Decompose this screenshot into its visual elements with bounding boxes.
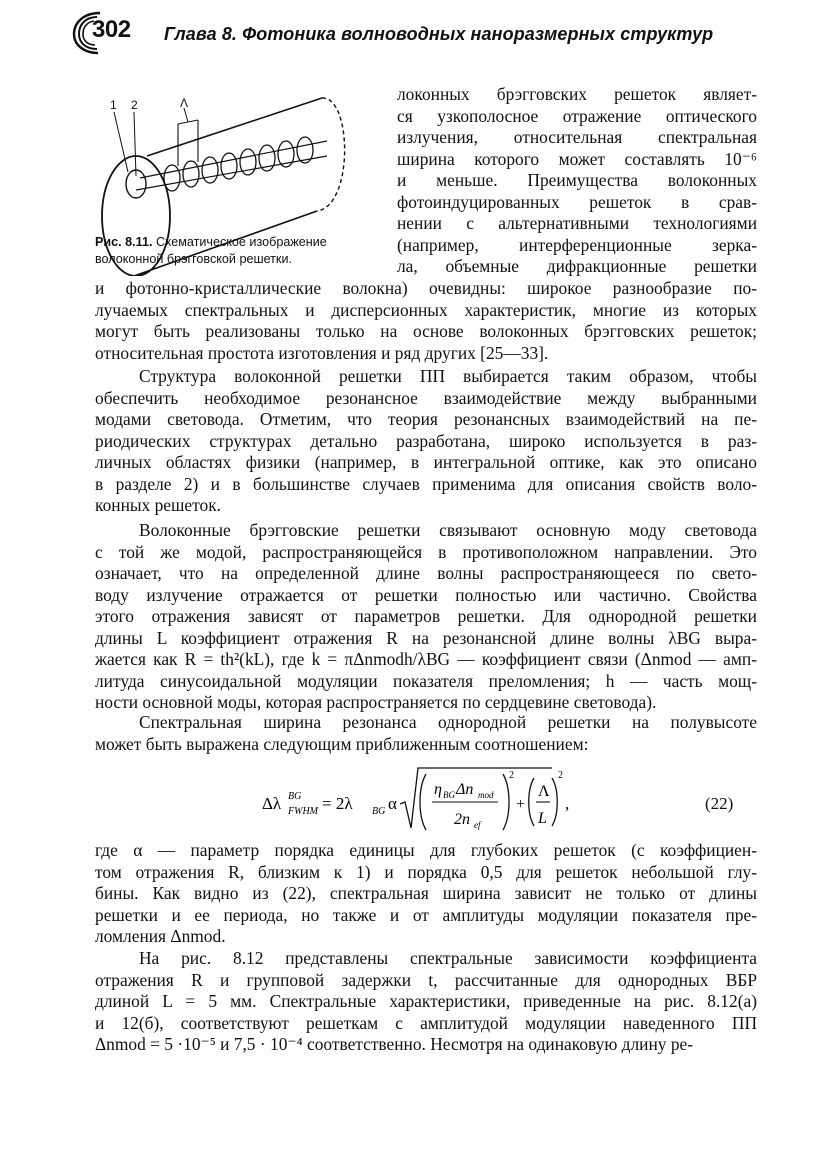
text-line: ности основной моды, которая распространяется по сердцевине световода). — [95, 692, 657, 712]
text-line: и 12(б), соответствуют решеткам с амплитудой модуляции наведенного ПП — [95, 1012, 757, 1033]
equation-number: (22) — [705, 794, 734, 813]
text-line: модами световода. Отметим, что теория резонансных взаимодействий на пе- — [95, 409, 757, 429]
formula-lhs-sup: BG — [288, 791, 302, 802]
figure-caption — [95, 234, 385, 268]
text-line: могут быть реализованы только на основе волоконных брэгговских решеток; — [95, 321, 757, 341]
formula-alpha: α — [388, 794, 397, 813]
text-line: лучаемых спектральных и дисперсионных характеристик, многие из которых — [95, 299, 757, 320]
text-line: ла, объемные дифракционные решетки — [397, 256, 757, 276]
text-line: длиной L = 5 мм. Спектральные характеристики, приведенные на рис. 8.12(а) — [95, 991, 757, 1011]
text-line: Δnmod = 5 ·10⁻⁵ и 7,5 · 10⁻⁴ соответственно. Несмотря на одинаковую длину ре- — [95, 1034, 694, 1054]
text-line: относительная простота изготовления и ряд других [25—33]. — [95, 342, 549, 363]
formula-lhs: Δλ — [262, 794, 282, 813]
paragraph-5 — [95, 840, 757, 948]
chapter-title: Глава 8. Фотоника волноводных наноразмерных структур — [164, 24, 714, 44]
paragraph-4 — [95, 712, 757, 755]
paragraph-6 — [95, 948, 757, 1056]
text-line: На рис. 8.12 представлены спектральные зависимости коэффициента — [139, 948, 757, 968]
formula-den: 2n — [454, 811, 470, 828]
text-line: может быть выражена следующим приближенным соотношением: — [95, 733, 589, 754]
text-line: том отражения R, близким к 1) и порядка 0,5 для решеток небольшой глу- — [95, 861, 757, 882]
formula-comma: , — [565, 794, 570, 813]
text-line: ся узкополосное отражение оптического — [397, 105, 757, 126]
page-header — [70, 10, 770, 58]
text-line: Волоконные брэгговские решетки связывают основную моду световода — [139, 520, 757, 540]
figure-caption-text-2: волоконной брэгговской решетки. — [95, 252, 292, 266]
formula-square-2: 2 — [558, 770, 563, 781]
text-line: где α — параметр порядка единицы для глубоких решеток (с коэффициен- — [95, 840, 757, 860]
text-line: и меньше. Преимущества волоконных — [397, 170, 757, 190]
text-line: локонных брэгговских решеток являет- — [397, 84, 757, 104]
formula-eq: = 2λ — [322, 794, 353, 813]
text-line: этого отражения зависят от параметров решетки. Для однородной решетки — [95, 606, 757, 626]
formula-num: η — [434, 781, 442, 798]
text-line: означает, что на определенной длине волны распространяющееся по свето- — [95, 563, 757, 583]
text-line: Структура волоконной решетки ПП выбирается таким образом, чтобы — [139, 366, 757, 386]
formula-bg-sub: BG — [372, 806, 386, 817]
text-line: риодических структурах детально разработана, широко используется в раз- — [95, 430, 757, 451]
text-line: Спектральная ширина резонанса однородной решетки на полувысоте — [139, 712, 757, 732]
text-line: длины L коэффициент отражения R на резонансной длине волны λBG выра- — [95, 627, 757, 648]
paragraph-2 — [95, 366, 757, 517]
text-line: ширина которого может составлять 10⁻⁶ — [397, 148, 757, 169]
figure-label-1: 1 — [110, 98, 117, 112]
text-line: и фотонно-кристаллические волокна) очевидны: широкое разнообразие по- — [95, 278, 757, 298]
text-line: обеспечить необходимое резонансное взаимодействие между выбранными — [95, 387, 757, 408]
text-line: (например, интерференционные зерка- — [397, 234, 757, 255]
text-line: конных решеток. — [95, 495, 221, 515]
formula-frac2-num: Λ — [538, 783, 550, 800]
formula-num-rest-sub: mod — [478, 790, 494, 800]
paragraph-1 — [95, 278, 757, 364]
right-column-text — [397, 84, 757, 278]
figure-label-2: 2 — [131, 98, 138, 112]
text-line: излучения, относительная спектральная — [397, 127, 757, 147]
formula-den-sub: ef — [474, 820, 481, 830]
formula-plus: + — [516, 796, 526, 813]
text-line: решетки и ее периода, но также и от амплитуды модуляции показателя пре- — [95, 904, 757, 925]
text-line: в разделе 2) и в большинстве случаев применима для описания свойств воло- — [95, 473, 757, 494]
text-line: воду излучение отражается от решетки полностью или частично. Свойства — [95, 584, 757, 605]
formula-num-sub: BG — [443, 790, 455, 800]
page-number: 302 — [92, 16, 131, 43]
figure-label-lambda: Λ — [180, 96, 189, 110]
text-line: бины. Как видно из (22), спектральная ширина зависит не только от длины — [95, 883, 757, 903]
text-line: личных областях физики (например, в интегральной оптике, как это описано — [95, 452, 757, 472]
text-line: ломления Δnmod. — [95, 926, 226, 946]
formula-lhs-sub: FWHM — [288, 806, 318, 817]
text-line: фотоиндуцированных решеток в срав- — [397, 191, 757, 212]
paragraph-3 — [95, 520, 757, 714]
figure-caption-number: Рис. 8.11. — [95, 235, 153, 249]
formula-frac2-den: L — [538, 810, 547, 827]
text-line: отражения R и групповой задержки t, рассчитанные для однородных ВБР — [95, 969, 757, 990]
figure-caption-text-1: Схематическое изображение — [152, 235, 327, 249]
text-line: нении с альтернативными технологиями — [397, 213, 757, 233]
formula-num-rest: Δn — [456, 781, 474, 798]
text-line: с той же модой, распространяющейся в противоположном направлении. Это — [95, 541, 757, 562]
formula-square-1: 2 — [509, 770, 514, 781]
formula-22 — [262, 764, 762, 834]
text-line: литуда синусоидальной модуляции показателя преломления; h — часть мощ- — [95, 670, 757, 691]
text-line: жается как R = th²(kL), где k = πΔnmodh/λBG — коэффициент связи (Δnmod — амп- — [95, 649, 757, 669]
